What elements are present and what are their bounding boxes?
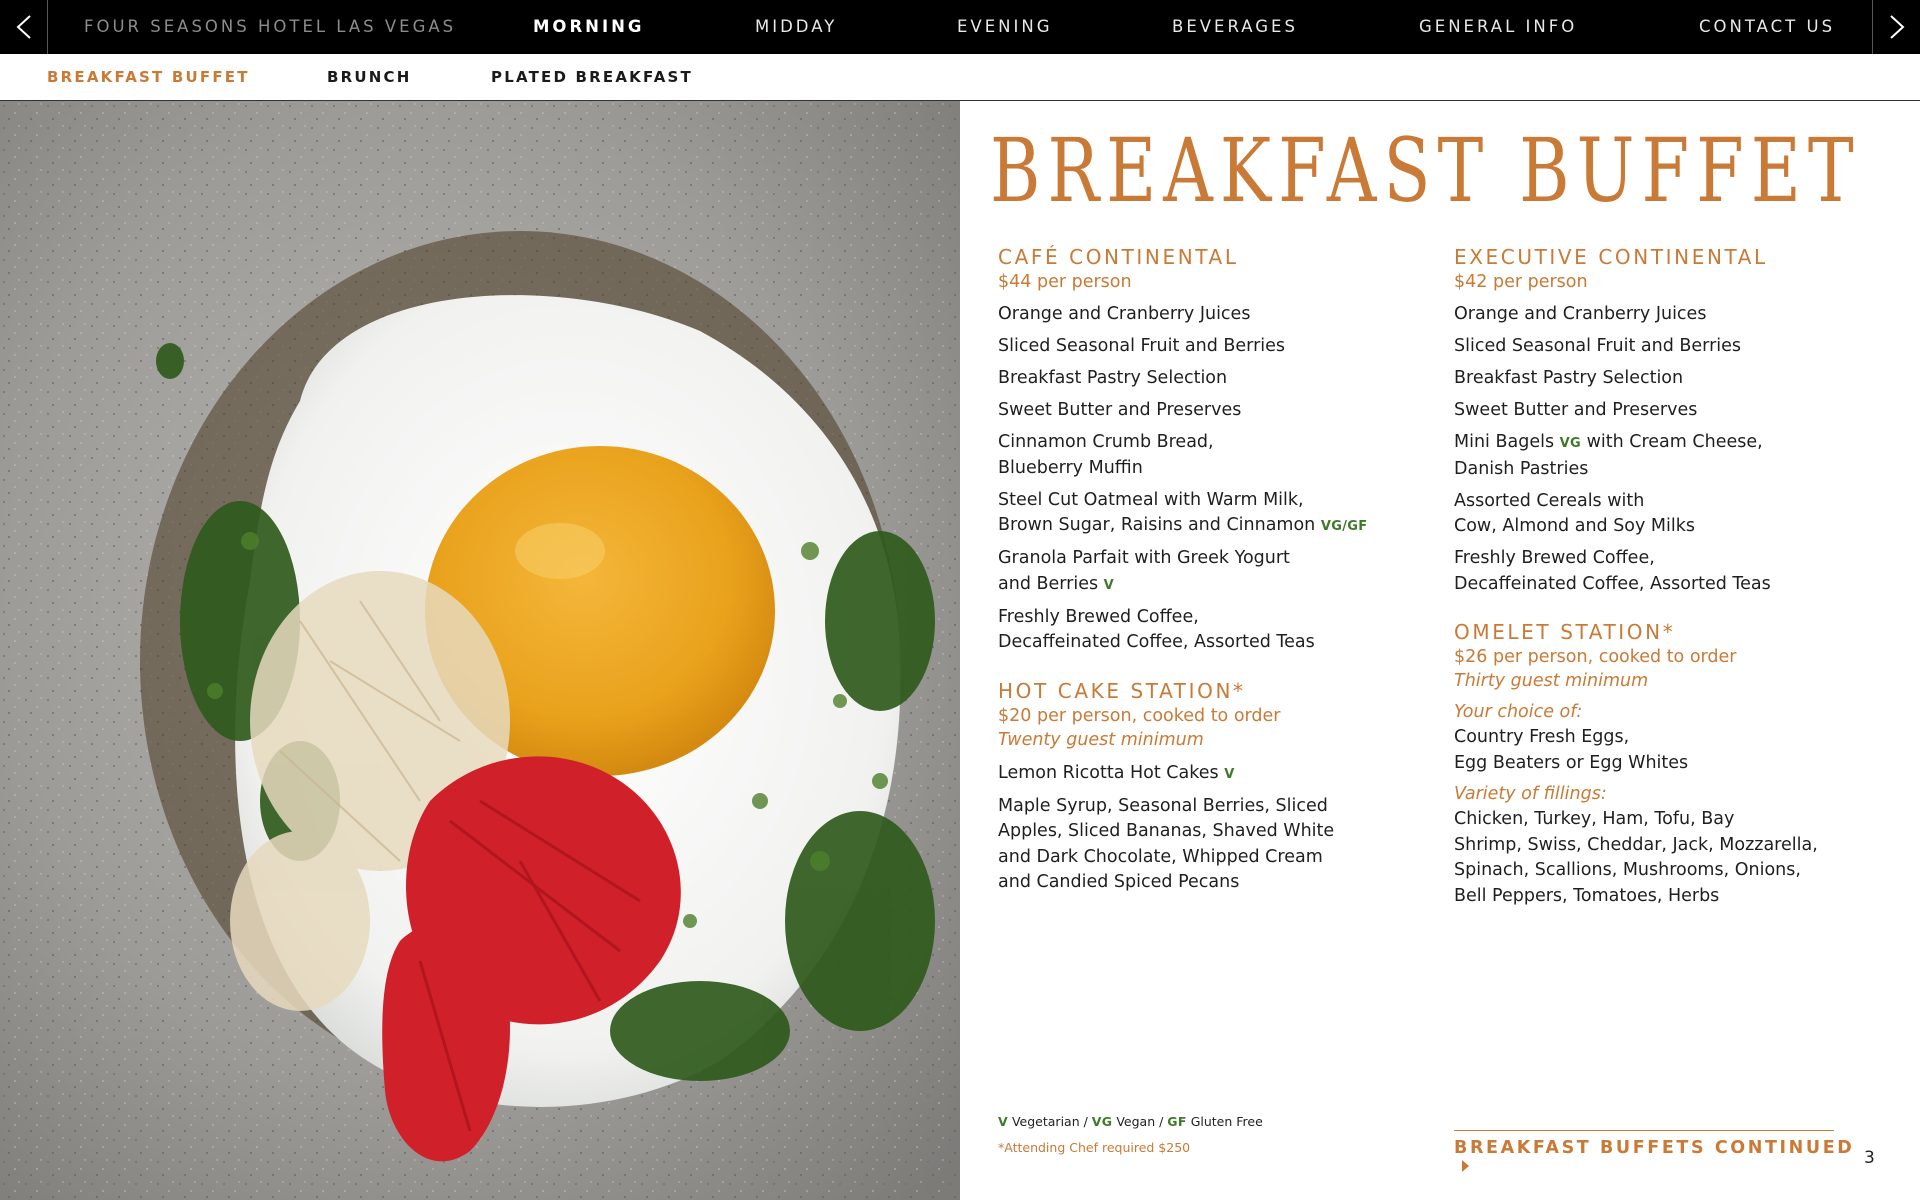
nav-item-contact-us[interactable]: CONTACT US bbox=[1699, 17, 1836, 36]
fillings-line: Spinach, Scallions, Mushrooms, Onions, bbox=[1454, 860, 1801, 880]
section-price: $42 per person bbox=[1454, 272, 1588, 292]
chevron-left-icon bbox=[15, 14, 33, 40]
menu-column-right bbox=[1454, 244, 1874, 909]
section-price: $26 per person, cooked to order bbox=[1454, 647, 1737, 667]
menu-item-line: Steel Cut Oatmeal with Warm Milk, bbox=[998, 489, 1304, 510]
next-page-button[interactable] bbox=[1872, 0, 1920, 54]
chef-note: *Attending Chef required $250 bbox=[998, 1140, 1191, 1155]
nav-items bbox=[48, 0, 1872, 54]
menu-item-text: and Berries bbox=[998, 573, 1099, 594]
nav-item-general-info[interactable]: GENERAL INFO bbox=[1419, 17, 1578, 36]
menu-item bbox=[998, 546, 1418, 598]
menu-item bbox=[998, 605, 1418, 656]
subnav-item-plated-breakfast[interactable]: PLATED BREAKFAST bbox=[491, 68, 693, 86]
menu-item-text: Brown Sugar, Raisins and Cinnamon bbox=[998, 515, 1316, 535]
omelet-station-section bbox=[1454, 619, 1874, 909]
sub-navigation-bar bbox=[0, 54, 1920, 101]
legend-label: Vegetarian / bbox=[1011, 1114, 1088, 1129]
menu-item-line: and Candied Spiced Pecans bbox=[998, 872, 1240, 892]
menu-item bbox=[998, 794, 1418, 896]
menu-item-line: and Dark Chocolate, Whipped Cream bbox=[998, 846, 1323, 867]
fillings-line: Shrimp, Swiss, Cheddar, Jack, Mozzarella, bbox=[1454, 834, 1818, 855]
fillings-label: Variety of fillings: bbox=[1454, 784, 1607, 804]
choice-line: Country Fresh Eggs, bbox=[1454, 727, 1630, 747]
section-price: $20 per person, cooked to order bbox=[998, 705, 1281, 726]
section-minimum: Twenty guest minimum bbox=[998, 729, 1204, 750]
menu-item-text: Mini Bagels bbox=[1454, 432, 1555, 452]
menu-item-line: Blueberry Muffin bbox=[998, 457, 1143, 478]
menu-item-text: Lemon Ricotta Hot Cakes bbox=[998, 762, 1219, 783]
chevron-right-icon bbox=[1888, 14, 1906, 40]
menu-item bbox=[1454, 430, 1874, 482]
menu-item-line: Granola Parfait with Greek Yogurt bbox=[998, 548, 1290, 568]
choice-line: Egg Beaters or Egg Whites bbox=[1454, 752, 1689, 773]
section-title: HOT CAKE STATION* bbox=[998, 678, 1246, 703]
nav-item-beverages[interactable]: BEVERAGES bbox=[1172, 17, 1298, 36]
nav-item-morning[interactable]: MORNING bbox=[533, 17, 645, 36]
diet-tag: V bbox=[1224, 766, 1235, 782]
triangle-right-icon bbox=[1462, 1160, 1469, 1172]
legend-label: Gluten Free bbox=[1190, 1114, 1263, 1129]
cafe-continental-section bbox=[998, 244, 1418, 656]
menu-item-line: Cinnamon Crumb Bread, bbox=[998, 432, 1214, 452]
menu-item: Orange and Cranberry Juices bbox=[998, 304, 1251, 324]
fried-egg-food-photo bbox=[0, 101, 960, 1200]
executive-continental-section bbox=[1454, 244, 1874, 597]
menu-item-line: Assorted Cereals with bbox=[1454, 490, 1645, 511]
fillings-line: Bell Peppers, Tomatoes, Herbs bbox=[1454, 885, 1720, 906]
menu-item-line bbox=[998, 572, 1418, 599]
legend-label: Vegan / bbox=[1116, 1114, 1164, 1129]
fillings-line: Chicken, Turkey, Ham, Tofu, Bay bbox=[1454, 809, 1735, 829]
subnav-item-brunch[interactable]: BRUNCH bbox=[327, 68, 412, 86]
nav-item-evening[interactable]: EVENING bbox=[957, 17, 1053, 36]
menu-item-line bbox=[998, 513, 1418, 540]
diet-tag: V bbox=[1103, 577, 1115, 593]
section-title: EXECUTIVE CONTINENTAL bbox=[1454, 245, 1768, 269]
menu-item: Breakfast Pastry Selection bbox=[998, 368, 1228, 388]
menu-item bbox=[998, 430, 1418, 481]
hot-cake-station-section bbox=[998, 678, 1418, 896]
menu-item: Sliced Seasonal Fruit and Berries bbox=[998, 336, 1286, 356]
section-spacer bbox=[1454, 597, 1874, 619]
menu-item: Sweet Butter and Preserves bbox=[998, 400, 1242, 420]
menu-column-left bbox=[998, 244, 1418, 896]
menu-item bbox=[1454, 489, 1874, 540]
legend-tag-vg: VG bbox=[1091, 1114, 1113, 1129]
menu-item-line bbox=[1454, 430, 1874, 457]
section-title: CAFÉ CONTINENTAL bbox=[998, 245, 1239, 269]
menu-item-line: Maple Syrup, Seasonal Berries, Sliced bbox=[998, 795, 1328, 816]
menu-item: Sweet Butter and Preserves bbox=[1454, 400, 1698, 420]
choice-label: Your choice of: bbox=[1454, 702, 1583, 722]
top-navigation-bar bbox=[0, 0, 1920, 54]
continued-label: BREAKFAST BUFFETS CONTINUED bbox=[1454, 1138, 1855, 1158]
section-price: $44 per person bbox=[998, 272, 1132, 292]
food-photo-illustration bbox=[0, 101, 960, 1200]
section-spacer bbox=[998, 656, 1418, 678]
menu-item-line: Cow, Almond and Soy Milks bbox=[1454, 516, 1696, 536]
menu-item-line: Danish Pastries bbox=[1454, 458, 1589, 479]
diet-tag: VG bbox=[1559, 436, 1581, 451]
page-title: BREAKFAST BUFFET bbox=[990, 119, 1861, 222]
menu-item bbox=[1454, 546, 1874, 597]
diet-tag: VG/GF bbox=[1320, 519, 1368, 534]
nav-brand-link[interactable]: FOUR SEASONS HOTEL LAS VEGAS bbox=[84, 17, 457, 36]
menu-item: Orange and Cranberry Juices bbox=[1454, 304, 1707, 324]
page-number: 3 bbox=[1864, 1148, 1875, 1168]
menu-content bbox=[960, 101, 1920, 1200]
menu-item-line: Decaffeinated Coffee, Assorted Teas bbox=[998, 632, 1315, 652]
legend-tag-gf: GF bbox=[1167, 1114, 1187, 1129]
menu-item: Sliced Seasonal Fruit and Berries bbox=[1454, 336, 1742, 356]
diet-legend bbox=[998, 1114, 1263, 1129]
menu-item bbox=[998, 761, 1418, 788]
section-title: OMELET STATION* bbox=[1454, 620, 1676, 644]
menu-item-line: Apples, Sliced Bananas, Shaved White bbox=[998, 821, 1335, 841]
menu-item-line: Decaffeinated Coffee, Assorted Teas bbox=[1454, 573, 1771, 594]
menu-item-line: Freshly Brewed Coffee, bbox=[1454, 548, 1655, 568]
menu-item bbox=[998, 488, 1418, 540]
subnav-item-breakfast-buffet[interactable]: BREAKFAST BUFFET bbox=[47, 68, 250, 86]
nav-item-midday[interactable]: MIDDAY bbox=[755, 17, 838, 36]
breakfast-buffets-continued-link[interactable] bbox=[1454, 1130, 1855, 1177]
menu-item-line: Freshly Brewed Coffee, bbox=[998, 606, 1199, 627]
legend-tag-v: V bbox=[998, 1114, 1008, 1129]
menu-item: Breakfast Pastry Selection bbox=[1454, 368, 1684, 388]
section-minimum: Thirty guest minimum bbox=[1454, 671, 1649, 691]
menu-item-text: with Cream Cheese, bbox=[1586, 432, 1763, 452]
previous-page-button[interactable] bbox=[0, 0, 48, 54]
